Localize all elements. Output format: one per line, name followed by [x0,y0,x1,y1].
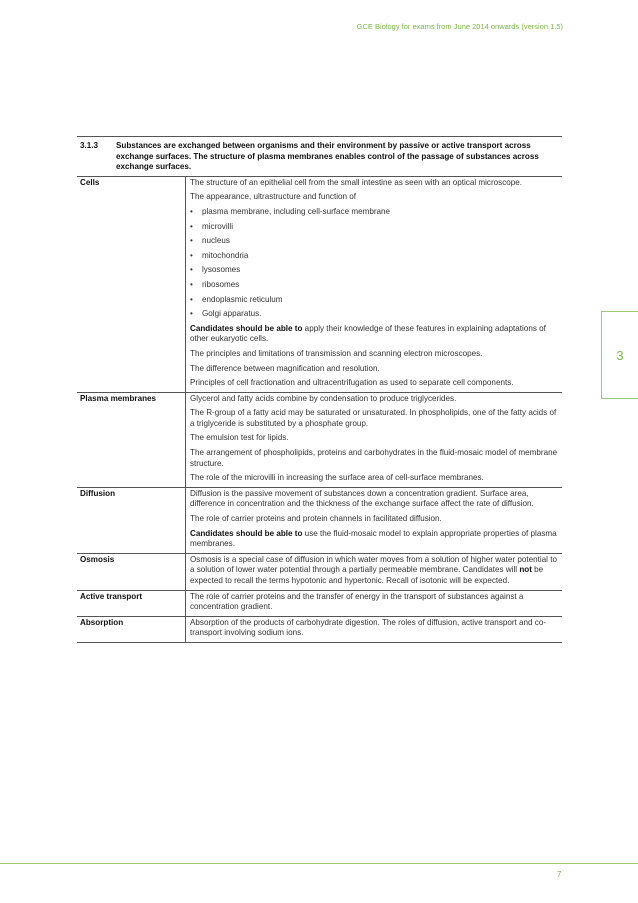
bullet-item: • endoplasmic reticulum [190,295,558,306]
row-term: Cells [77,177,186,392]
table-row [77,591,562,617]
paragraph-text: apply their knowledge of these features in explaining adaptations of other eukaryotic cells. [190,323,546,344]
table-row [77,617,562,642]
document-header: GCE Biology for exams from June 2014 onwards (version 1.5) [356,22,563,31]
bullet-item: • plasma membrane, including cell-surface membrane [190,207,558,218]
table-title-row [77,137,562,177]
paragraph-text: The role of the microvilli in increasing the surface area of cell-surface membranes. [190,473,484,483]
section-number: 3.1.3 [80,141,99,150]
content-paragraph [190,592,558,613]
row-term: Diffusion [77,488,186,553]
paragraph-text: The role of carrier proteins and the transfer of energy in the transport of substances against a concentration gradient. [190,591,524,612]
table-row [77,554,562,591]
row-content [186,554,562,590]
content-paragraph [190,555,558,587]
paragraph-text: be expected to recall the terms hypotonic and hypertonic. Recall of isotonic will be expected. [190,565,544,585]
content-paragraph [190,514,558,525]
bullet-item: • nucleus [190,236,558,247]
page-number: 7 [557,870,562,879]
bullet-item: • ribosomes [190,280,558,291]
paragraph-text: The structure of an epithelial cell from the small intestine as seen with an optical microscope. [190,177,523,187]
content-paragraph [190,364,558,375]
row-content [186,591,562,616]
table-row [77,393,562,488]
bullet-item: • mitochondria [190,251,558,262]
content-paragraph [190,433,558,444]
content-paragraph [190,324,558,345]
content-paragraph [190,529,558,550]
bullet-item: • Golgi apparatus. [190,309,558,320]
paragraph-text: The R-group of a fatty acid may be saturated or unsaturated. In phospholipids, one of the fatty acids of a triglyceride is substituted by a phosphate group. [190,408,557,428]
table-row [77,488,562,554]
section-tab [601,311,638,399]
row-content [186,177,562,392]
paragraph-text: Osmosis is a special case of diffusion in which water moves from a solution of higher water potential to a solution of lower water potential through a partially permeable membrane. Candidates will [190,554,557,575]
specification-table [77,136,562,643]
emphasis-text: not [519,565,532,575]
paragraph-text: Glycerol and fatty acids combine by condensation to produce triglycerides. [190,393,457,403]
paragraph-text: Principles of cell fractionation and ultracentrifugation as used to separate cell components. [190,378,514,388]
content-paragraph [190,192,558,203]
paragraph-text: The arrangement of phospholipids, proteins and carbohydrates in the fluid-mosaic model of membrane structure. [190,448,558,468]
paragraph-text: The principles and limitations of transmission and scanning electron microscopes. [190,348,483,358]
bullet-item: • lysosomes [190,265,558,276]
paragraph-text: The role of carrier proteins and protein channels in facilitated diffusion. [190,514,442,524]
content-paragraph [190,178,558,189]
bullet-list [190,207,558,320]
row-term: Osmosis [77,554,186,590]
row-term: Plasma membranes [77,393,186,487]
table-body [77,177,562,642]
content-paragraph [190,489,558,510]
content-paragraph [190,448,558,469]
section-title: Substances are exchanged between organisms and their environment by passive or active transport across exchange surfaces. The structure of plasma membranes enables control of the passage of substances across exchange surfaces. [116,141,539,172]
section-tab-label: 3 [616,347,624,363]
row-content [186,488,562,553]
paragraph-text: Diffusion is the passive movement of substances down a concentration gradient. Surface area, difference in concentration and the thickness of the exchange surface affect the rate of diffusion. [190,488,534,509]
row-term: Active transport [77,591,186,616]
content-paragraph [190,394,558,405]
row-content [186,617,562,642]
row-content [186,393,562,487]
footer-divider [0,863,638,864]
row-term: Absorption [77,617,186,642]
content-paragraph [190,473,558,484]
paragraph-text: use the fluid-mosaic model to explain appropriate properties of plasma membranes. [190,528,557,549]
content-paragraph [190,618,558,639]
table-row [77,177,562,393]
paragraph-text: The appearance, ultrastructure and function of [190,192,357,202]
emphasis-text: Candidates should be able to [190,528,303,538]
paragraph-text: The emulsion test for lipids. [190,433,289,443]
content-paragraph [190,408,558,429]
emphasis-text: Candidates should be able to [190,323,303,333]
content-paragraph [190,378,558,389]
paragraph-text: Absorption of the products of carbohydrate digestion. The roles of diffusion, active transport and co-transport involving sodium ions. [190,617,547,638]
paragraph-text: The difference between magnification and resolution. [190,363,380,373]
bullet-item: • microvilli [190,222,558,233]
content-paragraph [190,349,558,360]
